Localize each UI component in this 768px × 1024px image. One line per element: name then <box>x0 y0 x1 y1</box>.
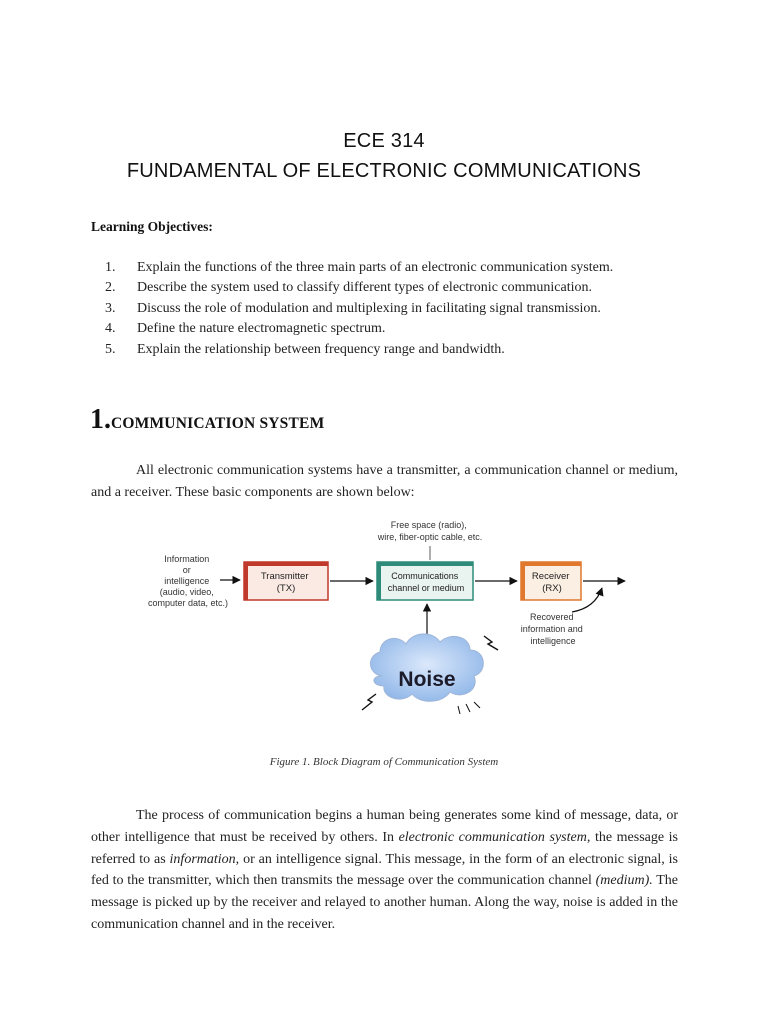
course-name: FUNDAMENTAL OF ELECTRONIC COMMUNICATIONS <box>126 160 642 182</box>
spark-icon <box>458 702 480 714</box>
intro-paragraph: All electronic communication systems have a transmitter, a communication channel or medium, and a receiver. These basic components are shown below: <box>91 463 678 500</box>
process-paragraph <box>91 805 678 936</box>
list-number: 2. <box>105 280 116 296</box>
paragraph-text: the message is referred to as <box>91 829 678 867</box>
output-label <box>521 612 586 646</box>
block-diagram <box>140 516 640 726</box>
lightning-icon <box>362 694 376 710</box>
noise-cloud <box>370 634 483 701</box>
list-text: Discuss the role of modulation and multiplexing in facilitating signal transmission. <box>137 300 601 316</box>
paragraph-emphasis: electronic communication system, <box>398 829 591 845</box>
document-title <box>0 126 768 186</box>
list-text: Define the nature electromagnetic spectrum. <box>137 321 386 337</box>
input-label-line: or <box>182 565 191 575</box>
input-label-line: computer data, etc.) <box>147 598 229 608</box>
list-number: 4. <box>105 321 116 337</box>
objectives-heading: Learning Objectives: <box>91 219 213 234</box>
course-code: ECE 314 <box>343 130 425 152</box>
objectives-list <box>105 258 613 360</box>
paragraph-emphasis: information <box>169 851 236 867</box>
transmitter-sub: (TX) <box>276 583 296 594</box>
input-label-line: (audio, video, <box>159 587 214 597</box>
lightning-icon <box>484 636 498 650</box>
input-label <box>148 554 228 608</box>
output-label-line: information and <box>520 624 583 634</box>
list-item <box>105 319 613 339</box>
list-item <box>105 340 613 360</box>
list-number: 3. <box>105 300 116 316</box>
noise-label: Noise <box>398 668 456 691</box>
list-item <box>105 258 613 278</box>
list-item <box>105 299 613 319</box>
paragraph-text: , or an intelligence signal. This message, in the form of an electronic signal, is fed to the transmitter, which then transmits the message over the communication channel <box>91 851 679 889</box>
medium-note <box>377 520 483 542</box>
medium-note-line: wire, fiber-optic cable, etc. <box>377 532 483 542</box>
paragraph-emphasis: (medium). <box>595 873 653 889</box>
section-title: COMMUNICATION SYSTEM <box>111 415 325 432</box>
list-item <box>105 278 613 298</box>
receiver-block <box>521 562 581 600</box>
transmitter-block <box>244 562 328 600</box>
receiver-sub: (RX) <box>542 583 562 594</box>
list-text: Explain the relationship between frequency range and bandwidth. <box>137 341 505 357</box>
channel-label: Communications <box>391 571 459 581</box>
section-heading <box>90 404 324 436</box>
input-label-line: Information <box>164 554 210 564</box>
output-label-line: intelligence <box>530 636 576 646</box>
channel-block <box>377 562 473 600</box>
figure-caption: Figure 1. Block Diagram of Communication System <box>269 756 499 768</box>
output-label-line: Recovered <box>529 612 574 622</box>
channel-sub: channel or medium <box>387 583 465 593</box>
paragraph-text: The process of communication begins a human being generates some kind of message, data, or other intelligence that must be received by others. In <box>91 808 678 845</box>
input-label-line: intelligence <box>164 576 210 586</box>
paragraph-text: The message is picked up by the receiver and relayed to another human. Along the way, noise is added in the communication channel and in the receiver. <box>91 873 678 932</box>
list-text: Explain the functions of the three main parts of an electronic communication system. <box>137 260 614 275</box>
list-number: 1. <box>105 260 116 275</box>
section-number: 1. <box>90 404 111 435</box>
receiver-label: Receiver <box>531 571 570 582</box>
medium-note-line: Free space (radio), <box>390 520 467 530</box>
transmitter-label: Transmitter <box>260 571 309 582</box>
list-text: Describe the system used to classify different types of electronic communication. <box>137 280 592 296</box>
list-number: 5. <box>105 341 116 357</box>
